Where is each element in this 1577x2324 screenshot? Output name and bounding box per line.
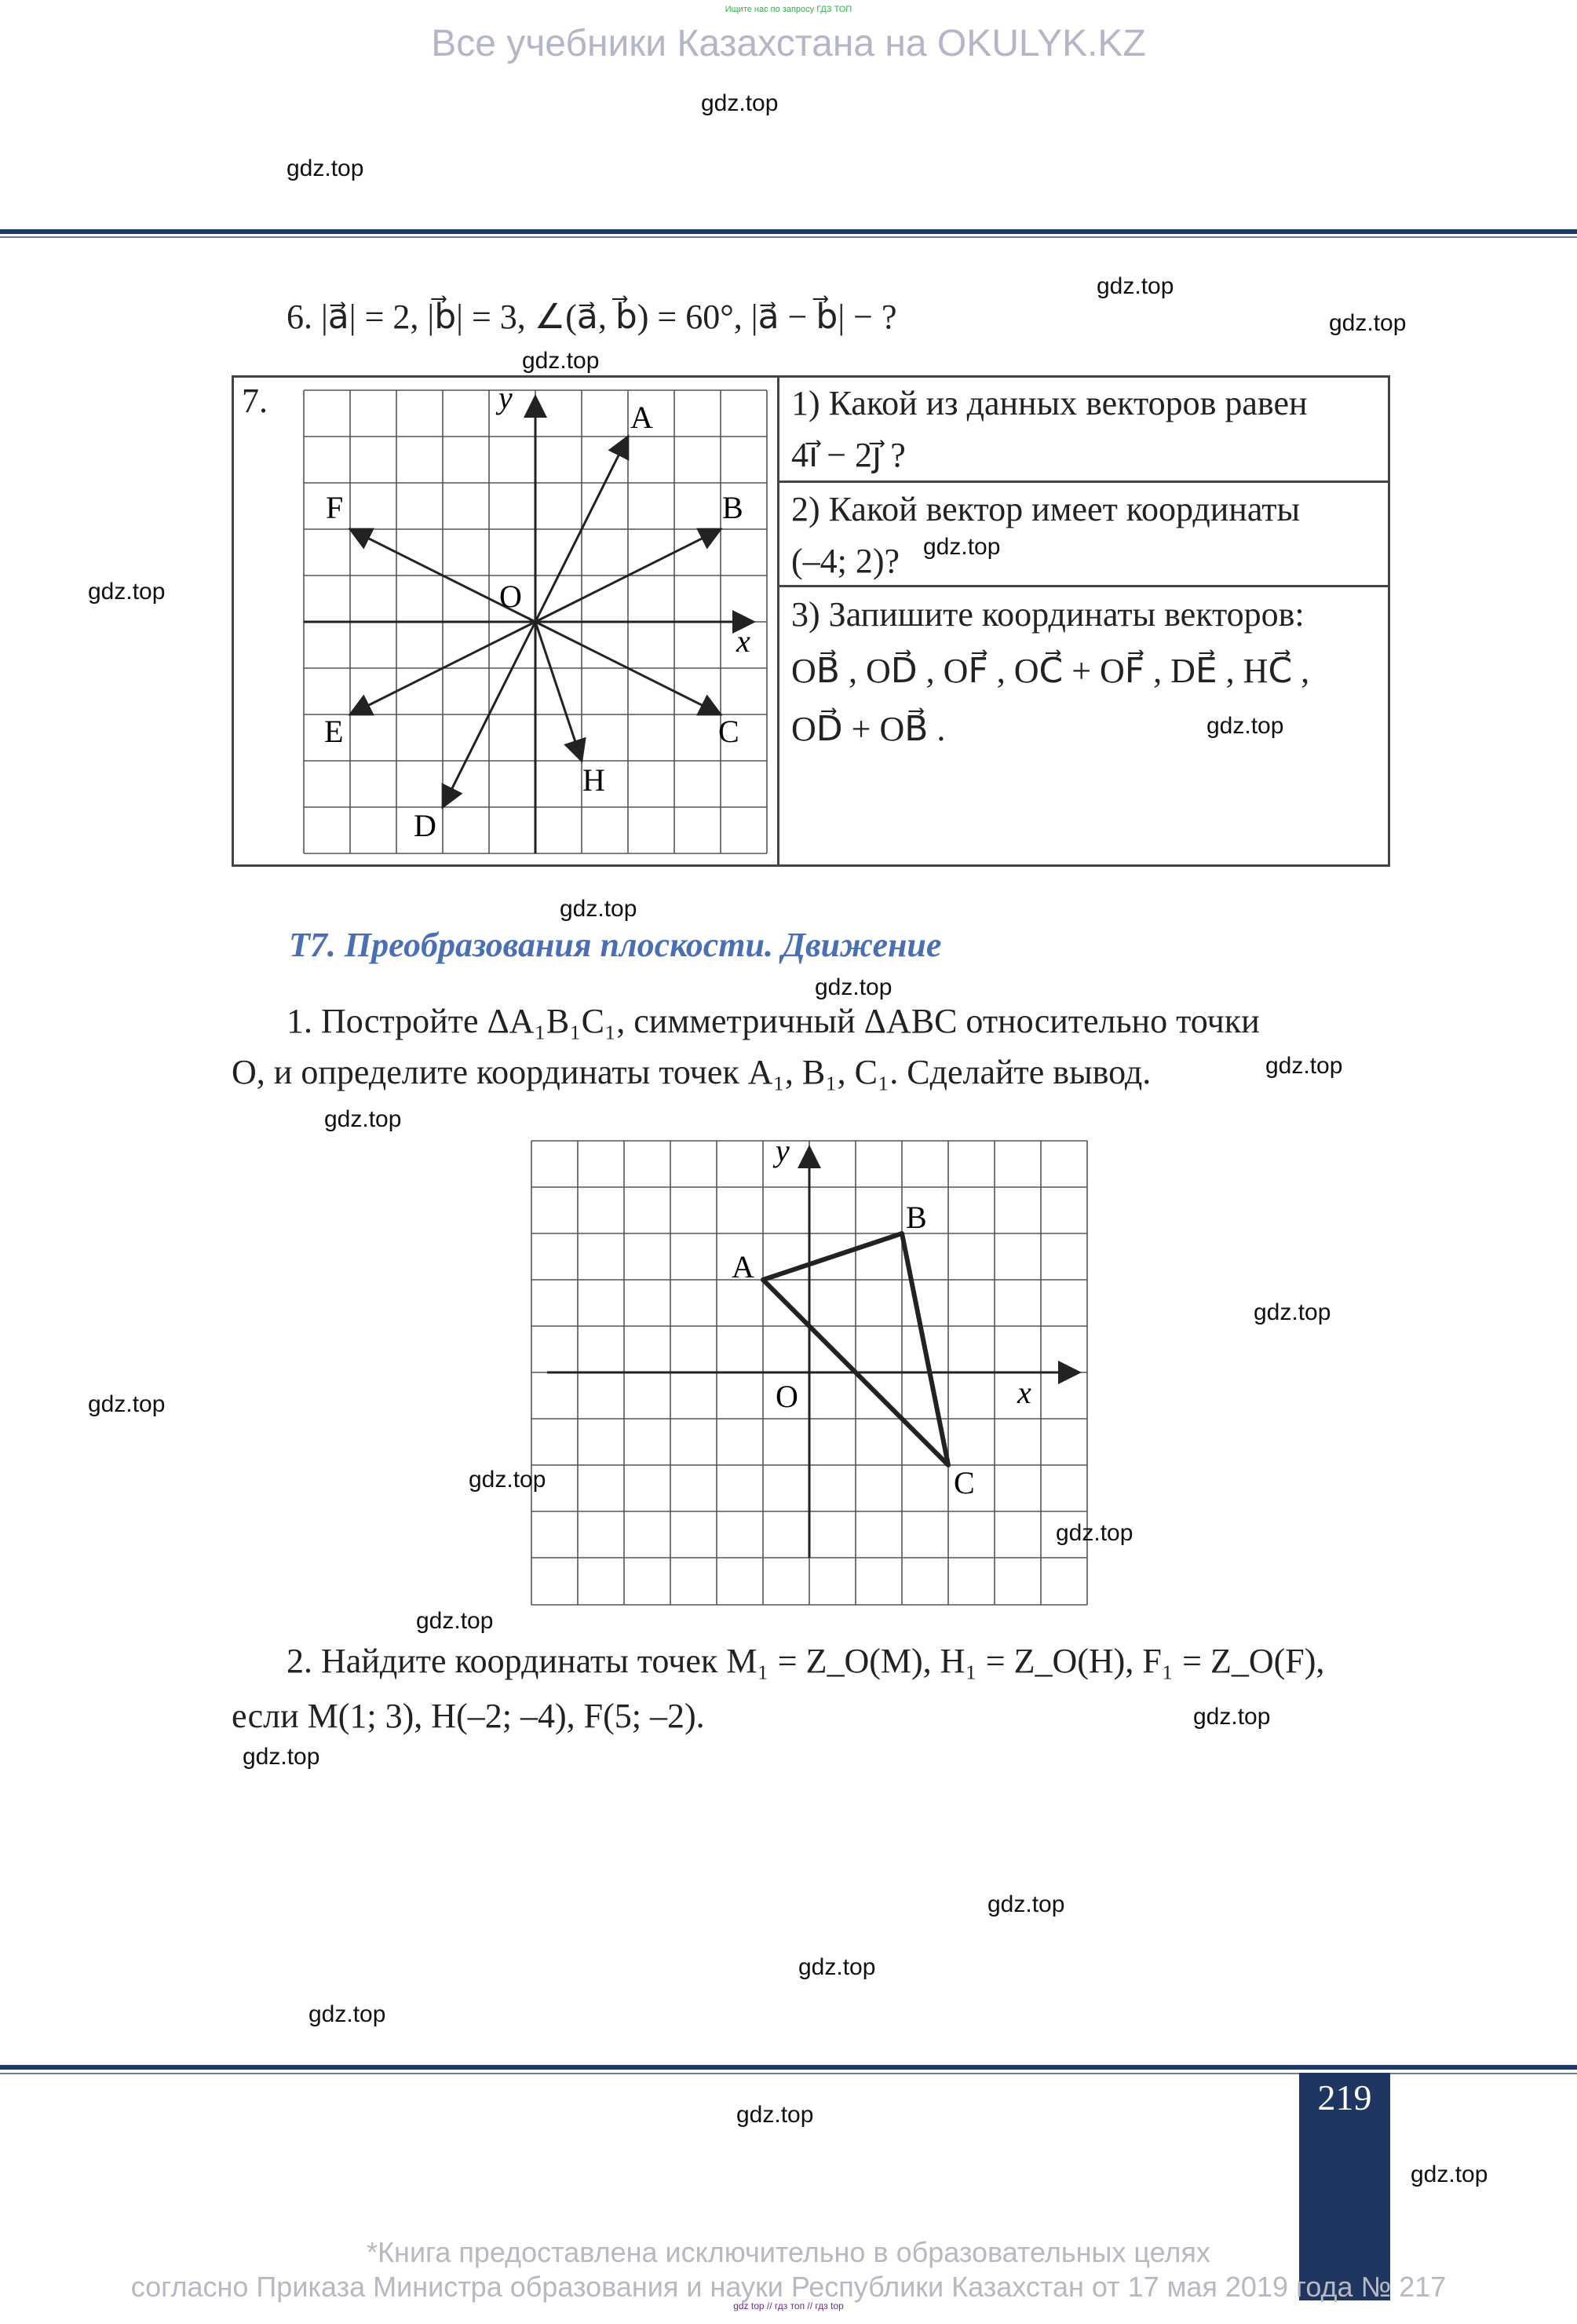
watermark: gdz.top <box>469 1467 546 1493</box>
q2-line1: 2) Какой вектор имеет координаты <box>791 490 1301 528</box>
label-y: y <box>776 1136 790 1168</box>
label-O: O <box>499 579 522 614</box>
label-E: E <box>324 714 344 749</box>
label-C: C <box>718 714 739 749</box>
label-D: D <box>414 808 436 843</box>
q3-line2: OB⃗ , OD⃗ , OF⃗ , OC⃗ + OF⃗ , DE⃗ , HC⃗ , <box>791 652 1310 690</box>
watermark: gdz.top <box>1329 310 1407 336</box>
watermark: gdz.top <box>1206 713 1284 739</box>
problem-6: 6. |a⃗| = 2, |b⃗| = 3, ∠(a⃗, b⃗) = 60°, |a⃗ − b⃗| − ? <box>287 298 897 336</box>
watermark: gdz.top <box>324 1106 402 1132</box>
watermark: gdz.top <box>560 896 637 922</box>
label-B: B <box>722 490 743 525</box>
triangle-graph <box>526 1136 1095 1611</box>
watermark: gdz.top <box>1254 1299 1331 1325</box>
watermark: gdz.top <box>88 579 166 605</box>
watermark: gdz.top <box>1056 1520 1133 1546</box>
label-A: A <box>732 1249 754 1284</box>
watermark: gdz.top <box>701 90 779 116</box>
task1-line1: 1. Постройте ΔA₁B₁C₁, симметричный ΔABC относительно точки <box>287 1002 1260 1040</box>
watermark: gdz.top <box>987 1891 1065 1917</box>
watermark: gdz.top <box>923 534 1001 560</box>
task1-line2: O, и определите координаты точек A₁, B₁, C₁. Сделайте вывод. <box>232 1053 1152 1091</box>
watermark: gdz.top <box>1193 1704 1271 1730</box>
label-y: y <box>498 385 513 415</box>
top-search-hint: Ищите нас по запросу ГДЗ ТОП <box>725 5 852 14</box>
vector-graph <box>298 385 777 860</box>
footer-line2: согласно Приказа Министра образования и науки Республики Казахстан от 17 мая 2019 года № 217 <box>130 2271 1447 2303</box>
watermark: gdz.top <box>1411 2161 1488 2187</box>
q2-line2: (–4; 2)? <box>791 542 900 580</box>
q3-line3: OD⃗ + OB⃗ . <box>791 710 946 748</box>
label-x: x <box>736 623 750 659</box>
label-C: C <box>954 1465 975 1500</box>
label-F: F <box>326 490 344 525</box>
footer-line1: *Книга предоставлена исключительно в образовательных целях <box>367 2236 1210 2268</box>
q3-line1: 3) Запишите координаты векторов: <box>791 595 1305 634</box>
watermark: gdz.top <box>1265 1053 1343 1079</box>
page-number: 219 <box>1317 2077 1372 2118</box>
watermark: gdz.top <box>308 2001 386 2027</box>
label-H: H <box>582 762 605 798</box>
watermark: gdz.top <box>1097 273 1174 299</box>
top-rule <box>0 229 1577 234</box>
watermark: gdz.top <box>798 1954 876 1980</box>
label-O: O <box>776 1379 798 1414</box>
watermark: gdz.top <box>416 1608 494 1634</box>
footer-links[interactable]: gdz top // гдз топ // гдз top <box>733 2300 844 2311</box>
q1-line1: 1) Какой из данных векторов равен <box>791 384 1308 422</box>
bottom-rule <box>0 2065 1577 2070</box>
watermark: gdz.top <box>736 2102 814 2128</box>
watermark: gdz.top <box>88 1391 166 1417</box>
section-heading: Т7. Преобразования плоскости. Движение <box>289 926 942 964</box>
q1-line2: 4i⃗ − 2j⃗ ? <box>791 436 906 474</box>
watermark: gdz.top <box>522 348 600 374</box>
watermark: gdz.top <box>815 974 893 1000</box>
label-A: A <box>630 400 653 435</box>
top-rule-thin <box>0 236 1577 238</box>
site-title[interactable]: Все учебники Казахстана на OKULYK.KZ <box>431 23 1146 64</box>
watermark: gdz.top <box>243 1744 320 1770</box>
label-x: x <box>1017 1375 1031 1410</box>
problem-7-number: 7. <box>242 382 268 420</box>
watermark: gdz.top <box>287 155 364 181</box>
label-B: B <box>906 1200 927 1235</box>
task2-line1: 2. Найдите координаты точек M₁ = Z_O(M), H₁ = Z_O(H), F₁ = Z_O(F), <box>287 1642 1325 1680</box>
table-divider <box>777 375 779 867</box>
task2-line2: если M(1; 3), H(–2; –4), F(5; –2). <box>232 1697 705 1735</box>
